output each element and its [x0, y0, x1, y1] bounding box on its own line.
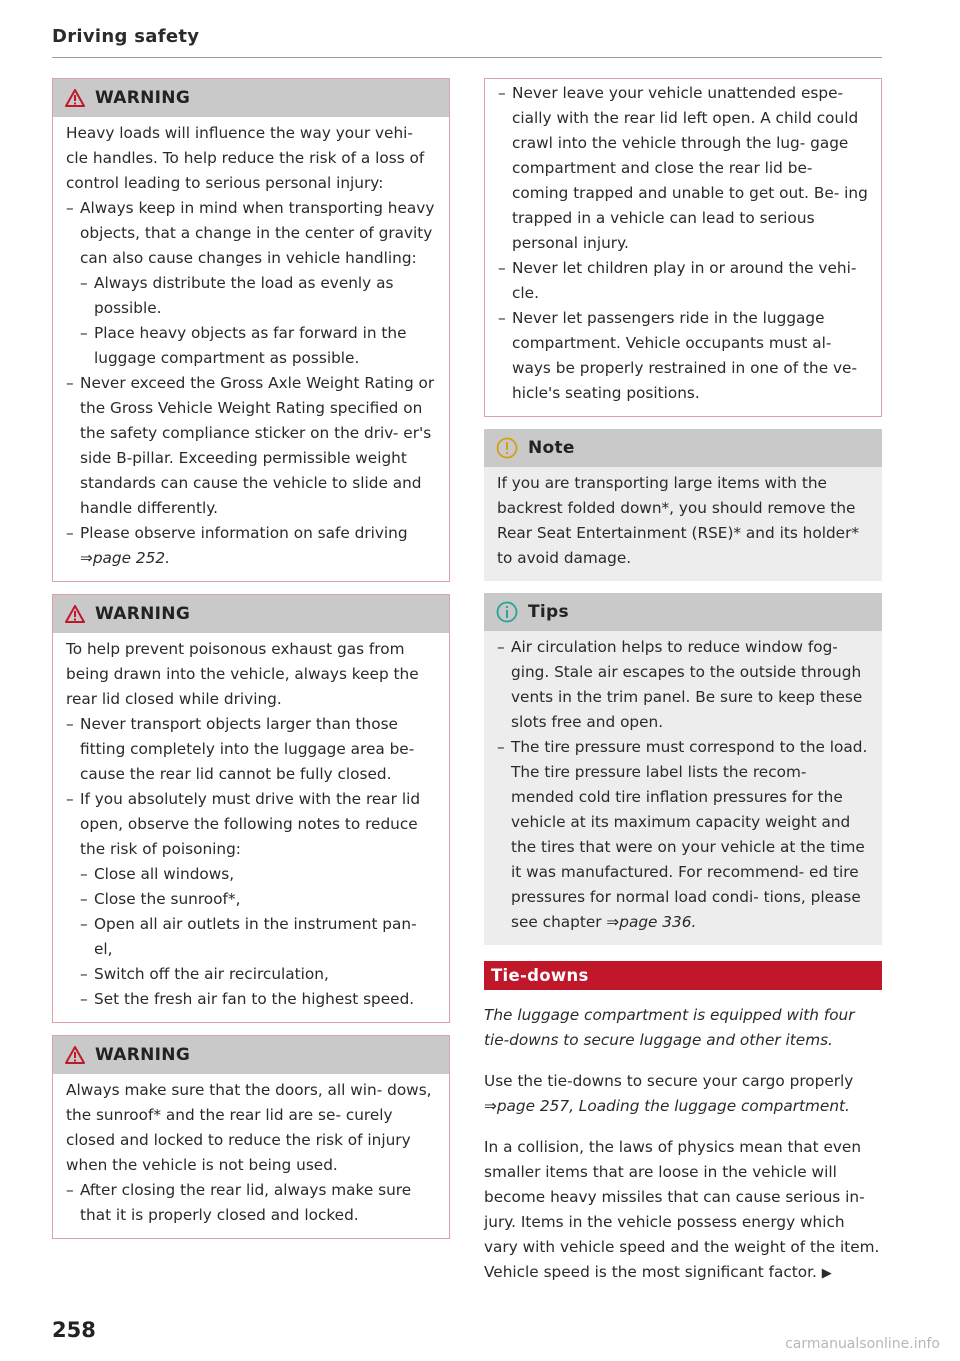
paragraph: [484, 1069, 882, 1119]
warning-triangle-icon: [65, 605, 85, 623]
list-item: – Never let children play in or around the vehi- cle.: [498, 256, 869, 306]
note-body: [484, 467, 882, 581]
section-heading-tie-downs: Tie-downs: [484, 961, 882, 990]
sub-list-item: – Open all air outlets in the instrument pan- el,: [66, 912, 437, 962]
warning-body: [485, 79, 881, 416]
list-item: [66, 521, 437, 571]
warning-header: [53, 595, 449, 633]
right-column: [484, 78, 882, 1286]
sub-list-item: – Switch off the air recirculation,: [66, 962, 437, 987]
sub-list-item: – Always distribute the load as evenly as possible.: [66, 271, 437, 321]
warning-title: WARNING: [95, 604, 191, 624]
tips-title: Tips: [528, 602, 569, 622]
list-item-text: The tire pressure must correspond to the load. The tire pressure label lists the recom- mended cold tire inflation pressures for the vehicle at its maximum capacity weight and the tires that were on your vehicle at the time it was manufactured. For recommend- ed tire pressures for normal load condi- tions, please see chapter: [511, 738, 868, 931]
paragraph: [484, 1135, 882, 1286]
warning-title: WARNING: [95, 88, 191, 108]
warning-intro: To help prevent poisonous exhaust gas from being drawn into the vehicle, always keep the rear lid closed while driving.: [66, 640, 419, 708]
warning-box-heavy-loads: [52, 78, 450, 582]
sub-list-item: – Close all windows,: [66, 862, 437, 887]
page-header: [52, 26, 882, 58]
sub-list-item: – Close the sunroof*,: [66, 887, 437, 912]
page-reference-link[interactable]: ⇒page 257, Loading the luggage compartment.: [484, 1097, 850, 1115]
page-reference-link[interactable]: ⇒page 252.: [80, 549, 170, 567]
list-item: – Never let passengers ride in the luggage compartment. Vehicle occupants must al- ways be properly restrained in one of the ve- hicle's seating positions.: [498, 306, 869, 406]
warning-triangle-icon: [65, 89, 85, 107]
tips-body: [484, 631, 882, 945]
page-number: 258: [52, 1318, 96, 1342]
header-divider: [52, 57, 882, 58]
list-item: – Never exceed the Gross Axle Weight Rating or the Gross Vehicle Weight Rating specified on the safety compliance sticker on the driv- er's side B-pillar. Exceeding permissible weight standards can cause the vehicle to slide and handle differently.: [66, 371, 437, 521]
section-title: Driving safety: [52, 26, 200, 47]
warning-title: WARNING: [95, 1045, 191, 1065]
warning-header: [53, 1036, 449, 1074]
list-item: – If you absolutely must drive with the rear lid open, observe the following notes to reduce the risk of poisoning:: [66, 787, 437, 862]
list-item-text: Please observe information on safe driving: [80, 524, 408, 542]
note-box: [484, 429, 882, 581]
list-item: – Never transport objects larger than those fitting completely into the luggage area be- cause the rear lid cannot be fully closed.: [66, 712, 437, 787]
note-title: Note: [528, 438, 575, 458]
warning-triangle-icon: [65, 1046, 85, 1064]
list-item: – Always keep in mind when transporting heavy objects, that a change in the center of gravity can also cause changes in vehicle handling:: [66, 196, 437, 271]
tips-header: [484, 593, 882, 631]
warning-intro: Heavy loads will influence the way your vehi- cle handles. To help reduce the risk of a loss of control leading to serious personal injury:: [66, 124, 425, 192]
list-item: – After closing the rear lid, always make sure that it is properly closed and locked.: [66, 1178, 437, 1228]
continue-arrow-icon: ▶: [821, 1266, 832, 1281]
note-header: [484, 429, 882, 467]
info-circle-icon: [496, 601, 518, 623]
note-text: If you are transporting large items with the backrest folded down*, you should remove the Rear Seat Entertainment (RSE)* and its holder* to avoid damage.: [497, 474, 860, 567]
sub-list-item: – Place heavy objects as far forward in the luggage compartment as possible.: [66, 321, 437, 371]
list-item: – Air circulation helps to reduce window fog- ging. Stale air escapes to the outside through vents in the trim panel. Be sure to keep these slots free and open.: [497, 635, 870, 735]
exclamation-circle-icon: [496, 437, 518, 459]
warning-header: [53, 79, 449, 117]
page-reference-link[interactable]: ⇒page 336.: [606, 913, 697, 931]
list-item: [497, 735, 870, 935]
tips-box: [484, 593, 882, 945]
warning-intro: Always make sure that the doors, all win- dows, the sunroof* and the rear lid are se- curely closed and locked to reduce the risk of injury when the vehicle is not being used.: [66, 1081, 432, 1174]
section-intro: The luggage compartment is equipped with four tie-downs to secure luggage and other items.: [484, 1006, 855, 1049]
sub-list-item: – Set the fresh air fan to the highest speed.: [66, 987, 437, 1012]
warning-box-doors-locked: [52, 1035, 450, 1239]
list-item: – Never leave your vehicle unattended espe- cially with the rear lid left open. A child could crawl into the vehicle through the lug- gage compartment and close the rear lid be- coming trapped and unable to get out. Be- ing trapped in a vehicle can lead to serious personal injury.: [498, 81, 869, 256]
left-column: [52, 78, 450, 1251]
warning-box-continued: [484, 78, 882, 417]
paragraph-text: Use the tie-downs to secure your cargo properly: [484, 1072, 854, 1090]
watermark: carmanualsonline.info: [785, 1336, 940, 1352]
warning-box-exhaust-gas: [52, 594, 450, 1023]
warning-body: [53, 633, 449, 1022]
warning-body: [53, 1074, 449, 1238]
paragraph-text: In a collision, the laws of physics mean that even smaller items that are loose in the vehicle will become heavy missiles that can cause serious in- jury. Items in the vehicle possess energy which vary with vehicle speed and the weight of the item. Vehicle speed is the most significant factor.: [484, 1138, 880, 1281]
warning-body: [53, 117, 449, 581]
